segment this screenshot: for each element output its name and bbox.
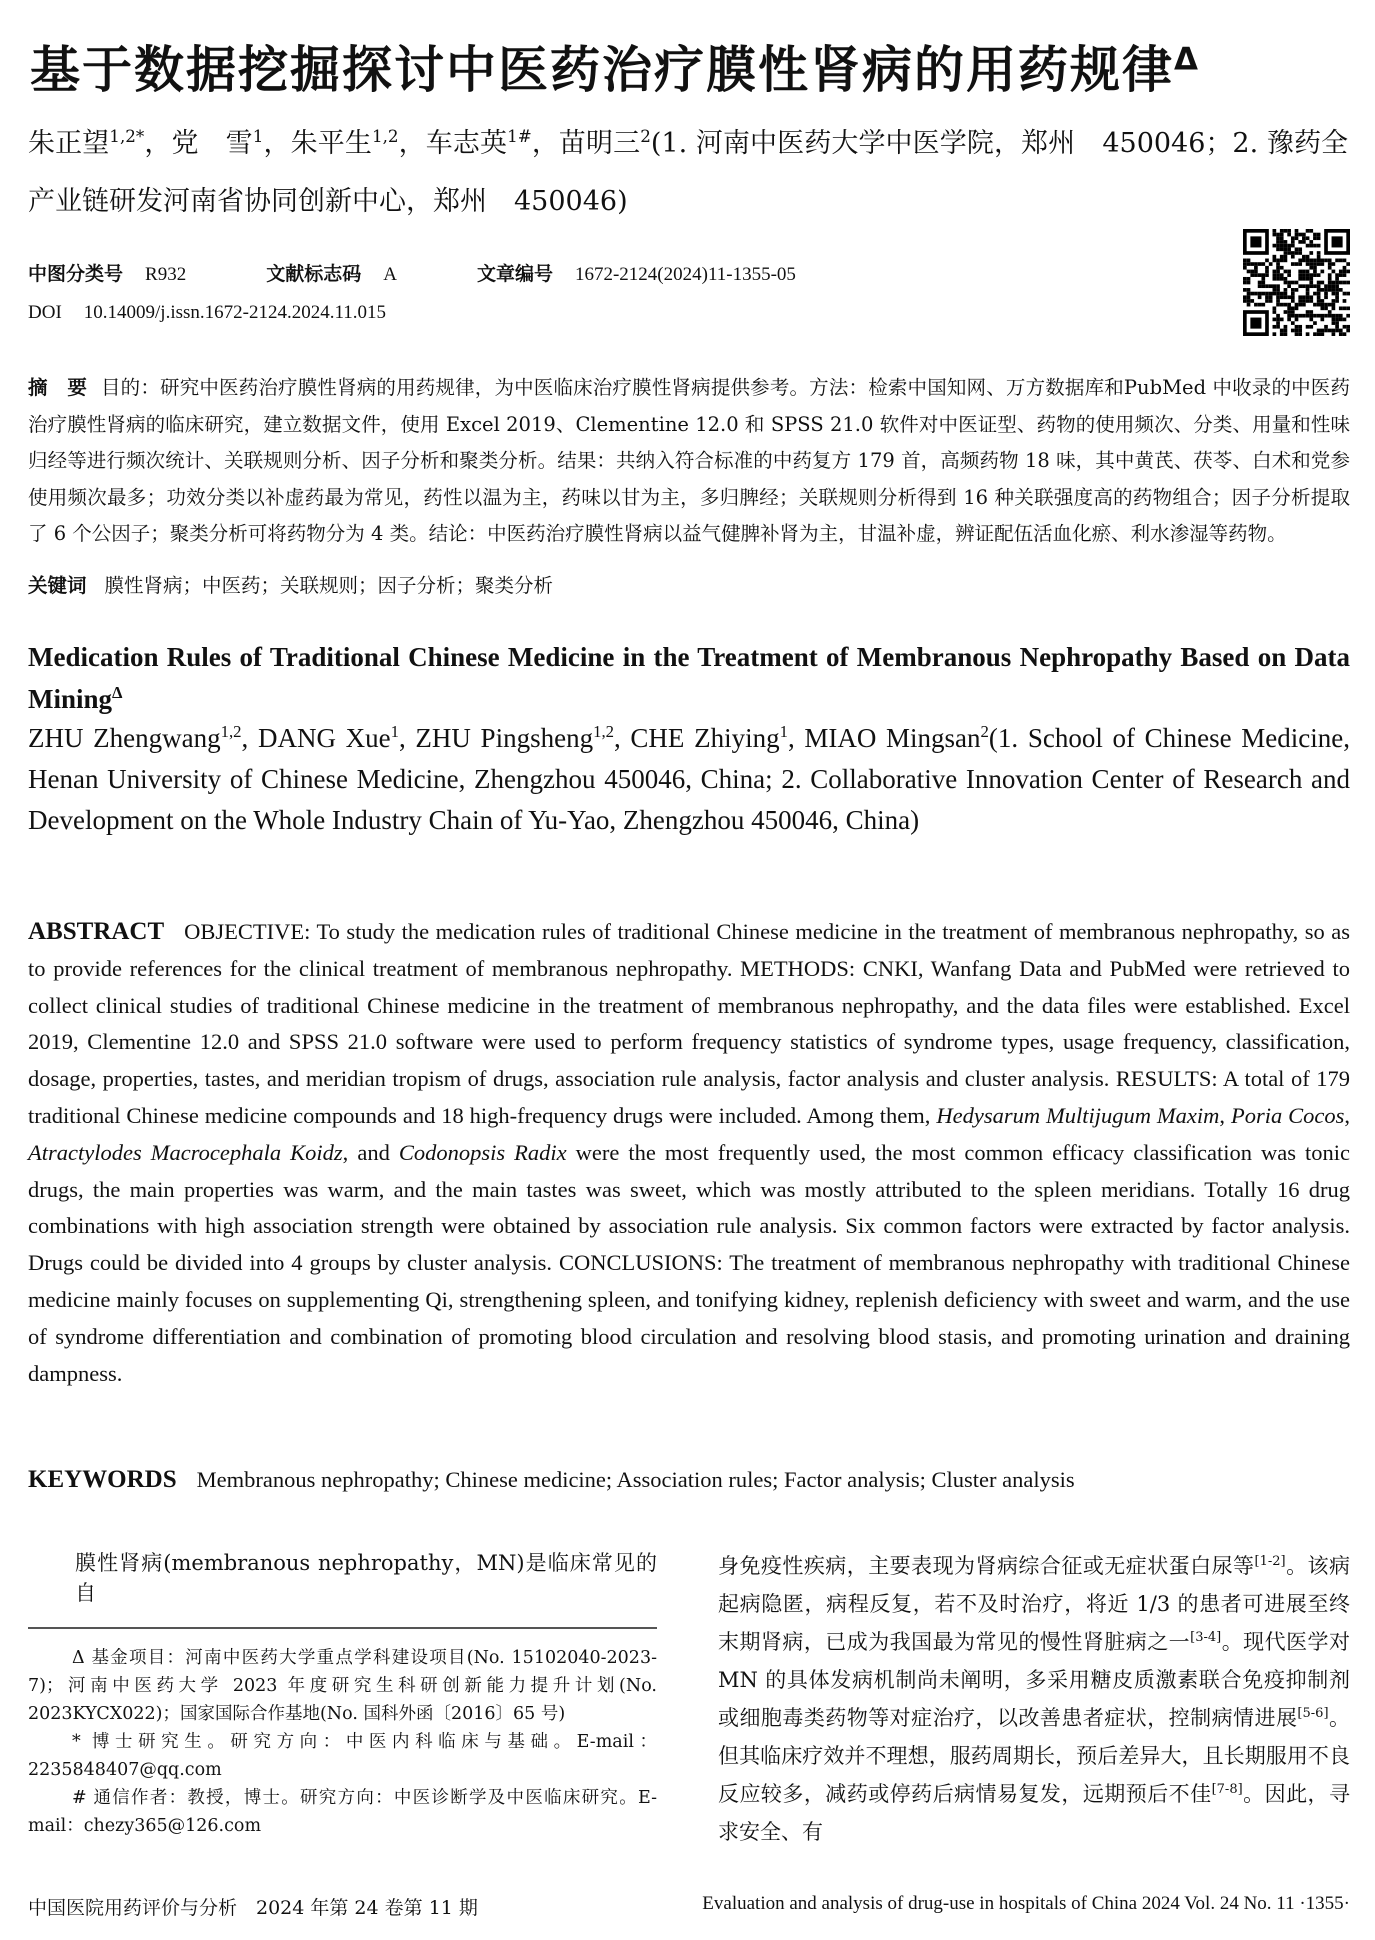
keywords-en-text: Membranous nephropathy; Chinese medicine; Association rules; Factor analysis; Cluster analysis [196, 1467, 1075, 1492]
clc-value: R932 [145, 264, 187, 285]
author-sup: 2 [640, 126, 651, 146]
author-sup: 1,2 [220, 722, 242, 741]
abstract-cn-text: 目的：研究中医药治疗膜性肾病的用药规律，为中医临床治疗膜性肾病提供参考。方法：检索中国知网、万方数据库和PubMed 中收录的中医药治疗膜性肾病的临床研究，建立数据文件，使用 Excel 2019、Clementine 12.0 和 SPSS 21.0 软件对中医证型、药物的使用频次、分类、用量和性味归经等进行频次统计、关联规则分析、因子分析和聚类分析。结果：共纳入符合标准的中药复方 179 首，高频药物 18 味，其中黄芪、茯苓、白术和党参使用频次最多；功效分类以补虚药最为常见，药性以温为主，药味以甘为主，多归脾经；关联规则分析得到 16 种关联强度高的药物组合；因子分析提取了 6 个公因子；聚类分析可将药物分为 4 类。结论：中医药治疗膜性肾病以益气健脾补肾为主，甘温补虚，辨证配伍活血化瘀、利水渗湿等药物。 [28, 376, 1350, 545]
footnotes [28, 1644, 657, 1840]
footer-journal-cn: 中国医院用药评价与分析 2024 年第 24 卷第 11 期 [28, 1897, 478, 1919]
author-sup: 2 [980, 722, 989, 741]
article-title-cn [30, 30, 1200, 102]
affiliations-en: (1. School of Chinese Medicine, Henan University of Chinese Medicine, Zhengzhou 450046, China; 2. Collaborative Innovation Center of Research and Development on the Whole Industry Chain of Yu-Yao, Zhengzhou 450046, China) [28, 723, 1351, 835]
separator: , [1344, 1102, 1351, 1128]
keywords-cn-label: 关键词 [28, 574, 87, 597]
body-text-left: 膜性肾病(membranous nephropathy，MN)是临床常见的自 [75, 1551, 657, 1605]
herb-name: Poria Cocos [1230, 1102, 1345, 1128]
footer-journal-en: Evaluation and analysis of drug-use in hospitals of China 2024 Vol. 24 No. 11 ·1355· [702, 1893, 1350, 1914]
doi-value[interactable]: 10.14009/j.issn.1672-2124.2024.11.015 [83, 302, 387, 323]
clc-label: 中图分类号 [28, 263, 124, 285]
body-text-right [718, 1547, 1350, 1851]
affiliations-cn: (1. 河南中医药大学中医学院，郑州 450046；2. 豫药全产业链研发河南省协同创新中心，郑州 450046) [28, 128, 1349, 217]
fund-mark: Δ [1174, 41, 1200, 78]
author-sup: 1 [779, 722, 788, 741]
article-number-label: 文章编号 [476, 263, 553, 285]
article-number-value: 1672-2124(2024)11-1355-05 [574, 264, 796, 285]
citation[interactable]: [1-2] [1254, 1554, 1286, 1569]
author-sup: 1# [507, 126, 532, 146]
author: ，苗明三 [531, 128, 641, 159]
article-meta [28, 255, 796, 332]
author-sup: 1 [252, 126, 264, 146]
abstract-cn [28, 370, 1350, 553]
keywords-en [28, 1466, 1350, 1494]
title-en-text: Medication Rules of Traditional Chinese Medicine in the Treatment of Membranous Nephropathy Based on Data Mining [28, 642, 1350, 714]
author-sup: 1,2 [371, 126, 399, 146]
body-sentence: 身免疫性疾病，主要表现为肾病综合征或无症状蛋白尿等 [718, 1554, 1255, 1578]
authors-en [28, 718, 1350, 841]
abstract-en [28, 914, 1350, 1392]
footnote-divider [28, 1627, 657, 1629]
footnote-corresponding: # 通信作者：教授，博士。研究方向：中医诊断学及中医临床研究。E-mail：chezy365@126.com [28, 1788, 657, 1836]
author: , DANG Xue [241, 723, 391, 753]
author-sup: 1,2* [109, 126, 145, 146]
keywords-cn [28, 570, 553, 598]
keywords-cn-text: 膜性肾病；中医药；关联规则；因子分析；聚类分析 [104, 574, 554, 597]
keywords-en-label: KEYWORDS [28, 1466, 177, 1493]
fund-mark: Δ [112, 683, 123, 702]
separator: , and [342, 1139, 399, 1165]
body-sentence: 。但其临床疗效并不理想，服药周期长，预后差异大，且长期服用不良反应较多，减药或停药后病情易复发，远期预后不佳 [718, 1706, 1351, 1806]
author: ZHU Zhengwang [28, 723, 221, 753]
author-sup: 1,2 [593, 722, 614, 741]
author: , ZHU Pingsheng [398, 723, 594, 753]
body-sentence: 。因此，寻求安全、有 [718, 1782, 1351, 1844]
author-sup: 1 [390, 722, 399, 741]
author: ，车志英 [398, 128, 508, 159]
authors-cn [28, 115, 1348, 231]
separator: , [1219, 1102, 1231, 1128]
author: , MIAO Mingsan [787, 723, 981, 753]
author: , CHE Zhiying [614, 723, 780, 753]
herb-name: Codonopsis Radix [398, 1139, 567, 1165]
body-sentence: 。该病起病隐匿，病程反复，若不及时治疗，将近 1/3 的患者可进展至终末期肾病，已成为我国最为常见的慢性肾脏病之一 [718, 1554, 1351, 1654]
abstract-cn-label: 摘 要 [28, 376, 88, 399]
footnote-first-author: * 博士研究生。研究方向：中医内科临床与基础。E-mail：2235848407@qq.com [28, 1732, 657, 1780]
citation[interactable]: [5-6] [1297, 1706, 1329, 1721]
footnote-fund: Δ 基金项目：河南中医药大学重点学科建设项目(No. 15102040-2023-7)；河南中医药大学 2023 年度研究生科研创新能力提升计划(No. 2023KYCX022)；国家国际合作基地(No. 国科外函〔2016〕65 号) [28, 1648, 657, 1724]
author: ，党 雪 [144, 128, 253, 159]
doc-code-label: 文献标志码 [266, 263, 362, 285]
abstract-en-text: were the most frequently used, the most common efficacy classification was tonic drugs, the main properties was warm, and the main tastes was sweet, which was mostly attributed to the spleen meridians. Totally 16 drug combinations with high association strength were obtained by association rule analysis. Six common factors were extracted by factor analysis. Drugs could be divided into 4 groups by cluster analysis. CONCLUSIONS: The treatment of membranous nephropathy with traditional Chinese medicine mainly focuses on supplementing Qi, strengthening spleen, and tonifying kidney, replenish deficiency with sweet and warm, and the use of syndrome differentiation and combination of promoting blood circulation and resolving blood stasis, and promoting urination and draining dampness. [28, 1139, 1350, 1386]
body-sentence: 。现代医学对 MN 的具体发病机制尚未阐明，多采用糖皮质激素联合免疫抑制剂或细胞毒类药物等对症治疗，以改善患者症状，控制病情进展 [718, 1630, 1351, 1730]
article-title-en [28, 636, 1350, 720]
title-text: 基于数据挖掘探讨中医药治疗膜性肾病的用药规律 [30, 41, 1174, 99]
abstract-en-text: OBJECTIVE: To study the medication rules of traditional Chinese medicine in the treatment of membranous nephropathy, so as to provide references for the clinical treatment of membranous nephropathy. METHODS: CNKI, Wanfang Data and PubMed were retrieved to collect clinical studies of traditional Chinese medicine in the treatment of membranous nephropathy, and the data files were established. Excel 2019, Clementine 12.0 and SPSS 21.0 software were used to perform frequency statistics of syndrome types, usage frequency, classification, dosage, properties, tastes, and meridian tropism of drugs, association rule analysis, factor analysis and cluster analysis. RESULTS: A total of 179 traditional Chinese medicine compounds and 18 high-frequency drugs were included. Among them, [28, 919, 1350, 1128]
doi-label: DOI [28, 302, 62, 323]
qr-code [1243, 229, 1350, 336]
author: ，朱平生 [263, 128, 372, 159]
doc-code-value: A [383, 264, 397, 285]
citation[interactable]: [3-4] [1190, 1630, 1222, 1645]
herb-name: Hedysarum Multijugum Maxim [936, 1102, 1220, 1128]
herb-name: Atractylodes Macrocephala Koidz [28, 1139, 343, 1165]
citation[interactable]: [7-8] [1211, 1782, 1243, 1797]
author: 朱正望 [28, 128, 110, 159]
abstract-en-label: ABSTRACT [28, 918, 165, 945]
